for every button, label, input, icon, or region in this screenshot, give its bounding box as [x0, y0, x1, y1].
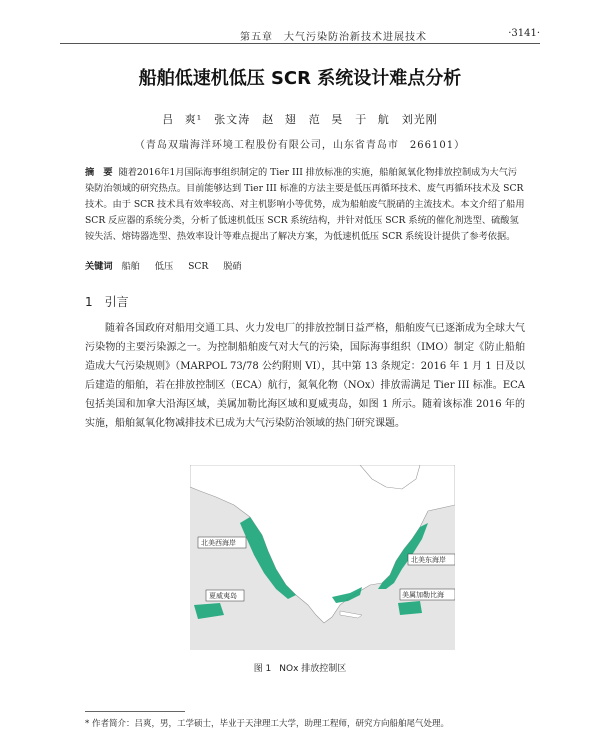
- section-number: 1: [85, 295, 93, 309]
- figure-caption: [0, 661, 600, 674]
- eca-caribbean: [398, 601, 422, 615]
- keywords: [85, 258, 525, 272]
- keyword: 脱硝: [223, 261, 242, 272]
- keyword: 低压: [154, 261, 174, 272]
- body-paragraph: 随着各国政府对船用交通工具、火力发电厂的排放控制日益严格，船舶废气已逐渐成为全球大气污染物的主要污染源之一。为控制船舶废气对大气的污染，国际海事组织（IMO）制定《防止船舶造成大气污染规则》（MARPOL 73/78 公约附则 VI），其中第 13 条规定：2016 年 1 月 1 日及以后建造的船舶，若在排放控制区（ECA）航行，氮氧化物（NOx）排放需满足 Tier III 标准。ECA 包括美国和加拿大沿海区域，美属加勒比海区域和夏威夷岛，如图 1 所示。随着该标准 2016 年的实施，船舶氮氧化物减排技术已成为大气污染防治领域的热门研究课题。: [85, 323, 525, 429]
- author-footnote: * 作者简介：吕爽，男，工学硕士，毕业于天津理工大学，助理工程师，研究方向船舶尾气处理。: [85, 719, 449, 729]
- figure-number: 图 1: [253, 664, 272, 674]
- west-coast-text: 北美西海岸: [201, 539, 236, 547]
- page-number: ·3141·: [508, 28, 540, 39]
- east-coast-text: 北美东海岸: [411, 556, 446, 564]
- section-title: 引言: [104, 295, 129, 309]
- figure-caption-text: NOx 排放控制区: [279, 664, 347, 674]
- affiliation: （青岛双瑞海洋环境工程股份有限公司，山东省青岛市 266101）: [134, 140, 466, 151]
- caribbean-text: 美属加勒比海: [402, 591, 444, 599]
- running-header: [60, 22, 540, 44]
- label-hawaii: [206, 590, 244, 601]
- keyword: 船舶: [121, 261, 140, 272]
- hawaii-text: 夏威夷岛: [209, 592, 237, 600]
- keyword: SCR: [188, 261, 209, 272]
- label-east-coast: [408, 554, 455, 565]
- author-list: 吕 爽¹ 张文涛 赵 翅 范 昊 于 航 刘光刚: [162, 113, 438, 126]
- label-caribbean: [400, 589, 455, 600]
- eca-map-figure: [190, 465, 455, 650]
- label-west-coast: [198, 537, 246, 548]
- abstract-text: 随着2016年1月国际海事组织制定的 Tier III 排放标准的实施，船舶氮氧化物排放控制成为大气污染防治领域的研究热点。目前能够达到 Tier III 标准的方法主要是低压再循环技术、废气再循环技术及 SCR 技术。由于 SCR 技术具有效率较高、对主机影响小等优势，成为船舶废气脱硝的主流技术。本文介绍了船用 SCR 反应器的系统分类，分析了低速机低压 SCR 系统结构，并针对低压 SCR 系统的催化剂选型、硫酸氢铵失活、熔铸器选型、热效率设计等难点提出了解决方案，为低速机低压 SCR 系统设计提供了参考依据。: [85, 167, 525, 242]
- header-chapter: 第五章 大气污染防治新技术进展技术: [240, 32, 427, 43]
- abstract: [85, 165, 525, 245]
- keywords-label: 关键词: [85, 261, 113, 272]
- footnote-rule: [85, 711, 185, 712]
- paper-title: 船舶低速机低压 SCR 系统设计难点分析: [138, 68, 462, 89]
- abstract-label: 摘 要: [85, 167, 113, 178]
- section-heading: [85, 293, 129, 310]
